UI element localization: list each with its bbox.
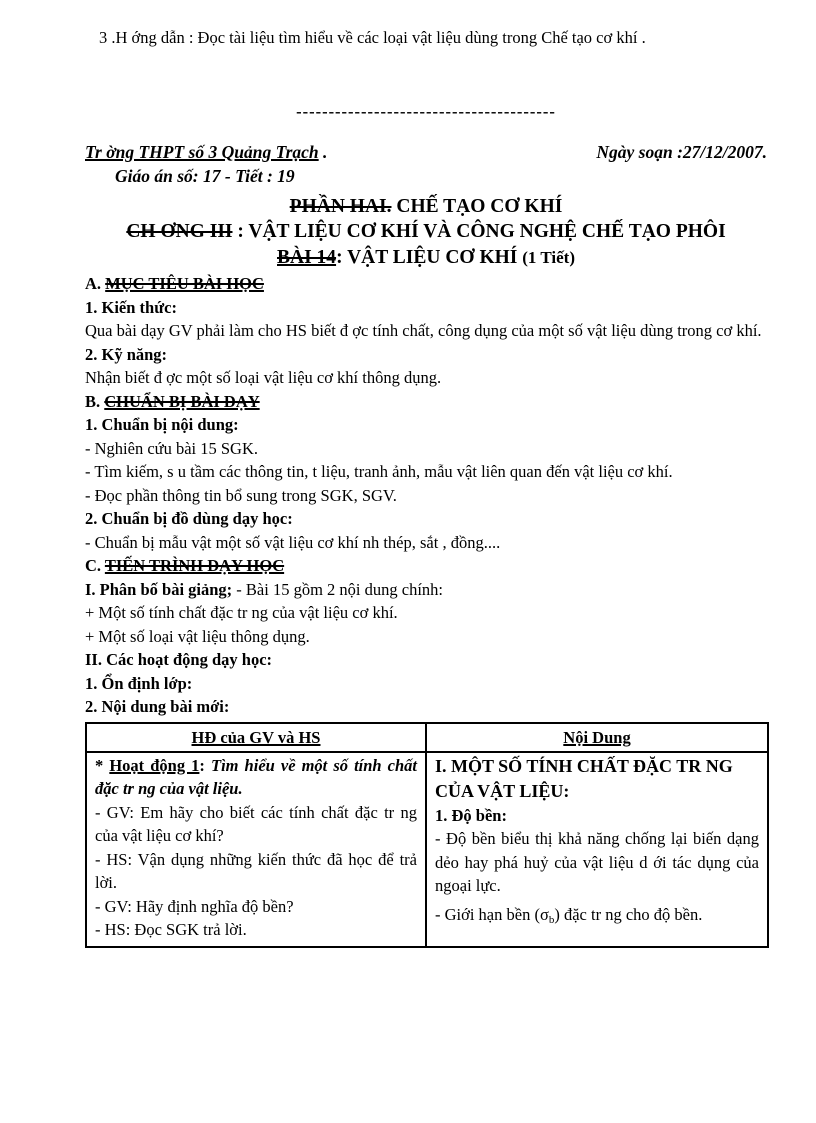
activities-heading: II. Các hoạt động dạy học: [85, 650, 273, 669]
section-a1-heading: 1. Kiến thức: [85, 297, 177, 317]
section-a2-text: Nhận biết đ ợc một số loại vật liệu cơ khí thông dụng. [85, 368, 442, 387]
gv-question: - GV: Hãy định nghĩa độ bền? [95, 896, 294, 916]
content-item-2-post: ) đặc tr ng cho độ bền. [554, 904, 703, 924]
allocation-item: + Một số loại vật liệu thông dụng. [85, 626, 310, 646]
section-b1-item: - Nghiên cứu bài 15 SGK. [85, 438, 259, 458]
lesson-title-text: : VẬT LIỆU CƠ KHÍ [336, 246, 523, 268]
section-b1-item: - Đọc phần thông tin bổ sung trong SGK, SGV. [85, 485, 397, 505]
gv-question: - GV: Em hãy cho biết các tính chất đặc tr ng của vật liệu cơ khí? [95, 802, 417, 845]
title-lesson-line [85, 245, 767, 271]
part-struck-text: PHẦN HAI. [289, 195, 392, 217]
meta-row [85, 140, 767, 164]
section-c-label: C. [85, 556, 105, 575]
section-a1-text: Qua bài dạy GV phải làm cho HS biết đ ợc tính chất, công dụng của một số vật liệu dùng trong cơ khí. [85, 321, 762, 340]
sigma-subscript: b [548, 913, 555, 926]
section-b-heading [85, 390, 767, 414]
gv-hs-cell [86, 752, 426, 947]
allocation-rest-text: - Bài 15 gồm 2 nội dung chính: [232, 579, 443, 599]
section-a2-heading: 2. Kỹ năng: [85, 344, 168, 364]
allocation-line [85, 578, 767, 602]
content-cell [426, 752, 768, 947]
activity-1-colon: : [199, 755, 211, 775]
section-b-label: B. [85, 391, 105, 411]
table-header-left-text: HĐ của GV và HS [191, 727, 321, 747]
intro-paragraph: 3 .H ớng dẫn : Đọc tài liệu tìm hiểu về các loại vật liệu dùng trong Chế tạo cơ khí . [99, 28, 646, 47]
part-title-text: CHẾ TẠO CƠ KHÍ [391, 195, 563, 217]
section-b2-heading: 2. Chuẩn bị đồ dùng dạy học: [85, 509, 293, 528]
table-header-right-text: Nội Dung [563, 727, 631, 747]
lesson-number-line: Giáo án số: 17 - Tiết : 19 [115, 165, 295, 186]
lesson-struck-text: BÀI 14 [277, 246, 337, 268]
title-part-line [85, 194, 767, 220]
table-body-row [86, 752, 768, 947]
content-item-2 [435, 903, 759, 932]
dashed-divider: ---------------------------------------- [296, 101, 556, 121]
section-c-heading-text: TIẾN TRÌNH DẠY HỌC [104, 556, 285, 575]
chapter-struck-text: CH ƠNG III [126, 221, 233, 242]
date-line: Ngày soạn :27/12/2007. [596, 141, 767, 162]
allocation-item: + Một số tính chất đặc tr ng của vật liệu cơ khí. [85, 603, 398, 622]
table-header-row [86, 723, 768, 752]
content-item-2-pre: - Giới hạn bền (σ [435, 904, 549, 924]
content-heading-1: I. MỘT SỐ TÍNH CHẤT ĐẶC TR NG CỦA VẬT LIỆU: [435, 755, 733, 801]
section-a-heading-text: MỤC TIÊU BÀI HỌC [105, 274, 264, 293]
school-name [85, 140, 327, 164]
activities-sub1: 1. Ổn định lớp: [85, 673, 193, 693]
activity-table [85, 722, 769, 948]
content-item-1: - Độ bền biểu thị khả năng chống lại biến dạng dẻo hay phá huỷ của vật liệu d ới tác dụng của ngoại lực. [435, 829, 759, 895]
table-header-left [86, 723, 426, 752]
activities-sub2: 2. Nội dung bài mới: [85, 697, 230, 716]
title-block [85, 194, 767, 271]
title-chapter-line [85, 219, 767, 245]
school-name-suffix: . [318, 141, 328, 162]
allocation-heading-text: I. Phân bố bài giảng; [85, 579, 233, 599]
lesson-duration-text: (1 Tiết) [522, 247, 575, 267]
chapter-title-text: : VẬT LIỆU CƠ KHÍ VÀ CÔNG NGHỆ CHẾ TẠO PHÔI [232, 221, 726, 242]
activity-1-label: Hoạt động 1 [109, 755, 200, 775]
section-a-label: A. [85, 274, 106, 293]
body-sections [85, 272, 767, 719]
hs-answer: - HS: Đọc SGK trả lời. [95, 920, 247, 939]
school-name-text: Tr ờng THPT số 3 Quảng Trạch [85, 141, 319, 162]
activity-1-line [95, 754, 417, 801]
hs-answer: - HS: Vận dụng những kiến thức đã học để trả lời. [95, 849, 417, 892]
table-header-right [426, 723, 768, 752]
section-b1-item: - Tìm kiếm, s u tầm các thông tin, t liệu, tranh ảnh, mẫu vật liên quan đến vật liệu cơ khí. [85, 462, 673, 481]
section-a-heading [85, 272, 767, 296]
section-b2-item: - Chuẩn bị mẫu vật một số vật liệu cơ khí nh thép, sắt , đồng.... [85, 532, 501, 552]
section-b-heading-text: CHUẨN BỊ BÀI DẠY [104, 391, 260, 411]
content-heading-2: 1. Độ bền: [435, 805, 507, 825]
section-c-heading [85, 554, 767, 578]
section-b1-heading: 1. Chuẩn bị nội dung: [85, 415, 239, 434]
activity-star: * [95, 755, 110, 775]
activity-1-title: Tìm hiểu về một số tính chất đặc tr ng của vật liệu. [95, 755, 418, 798]
